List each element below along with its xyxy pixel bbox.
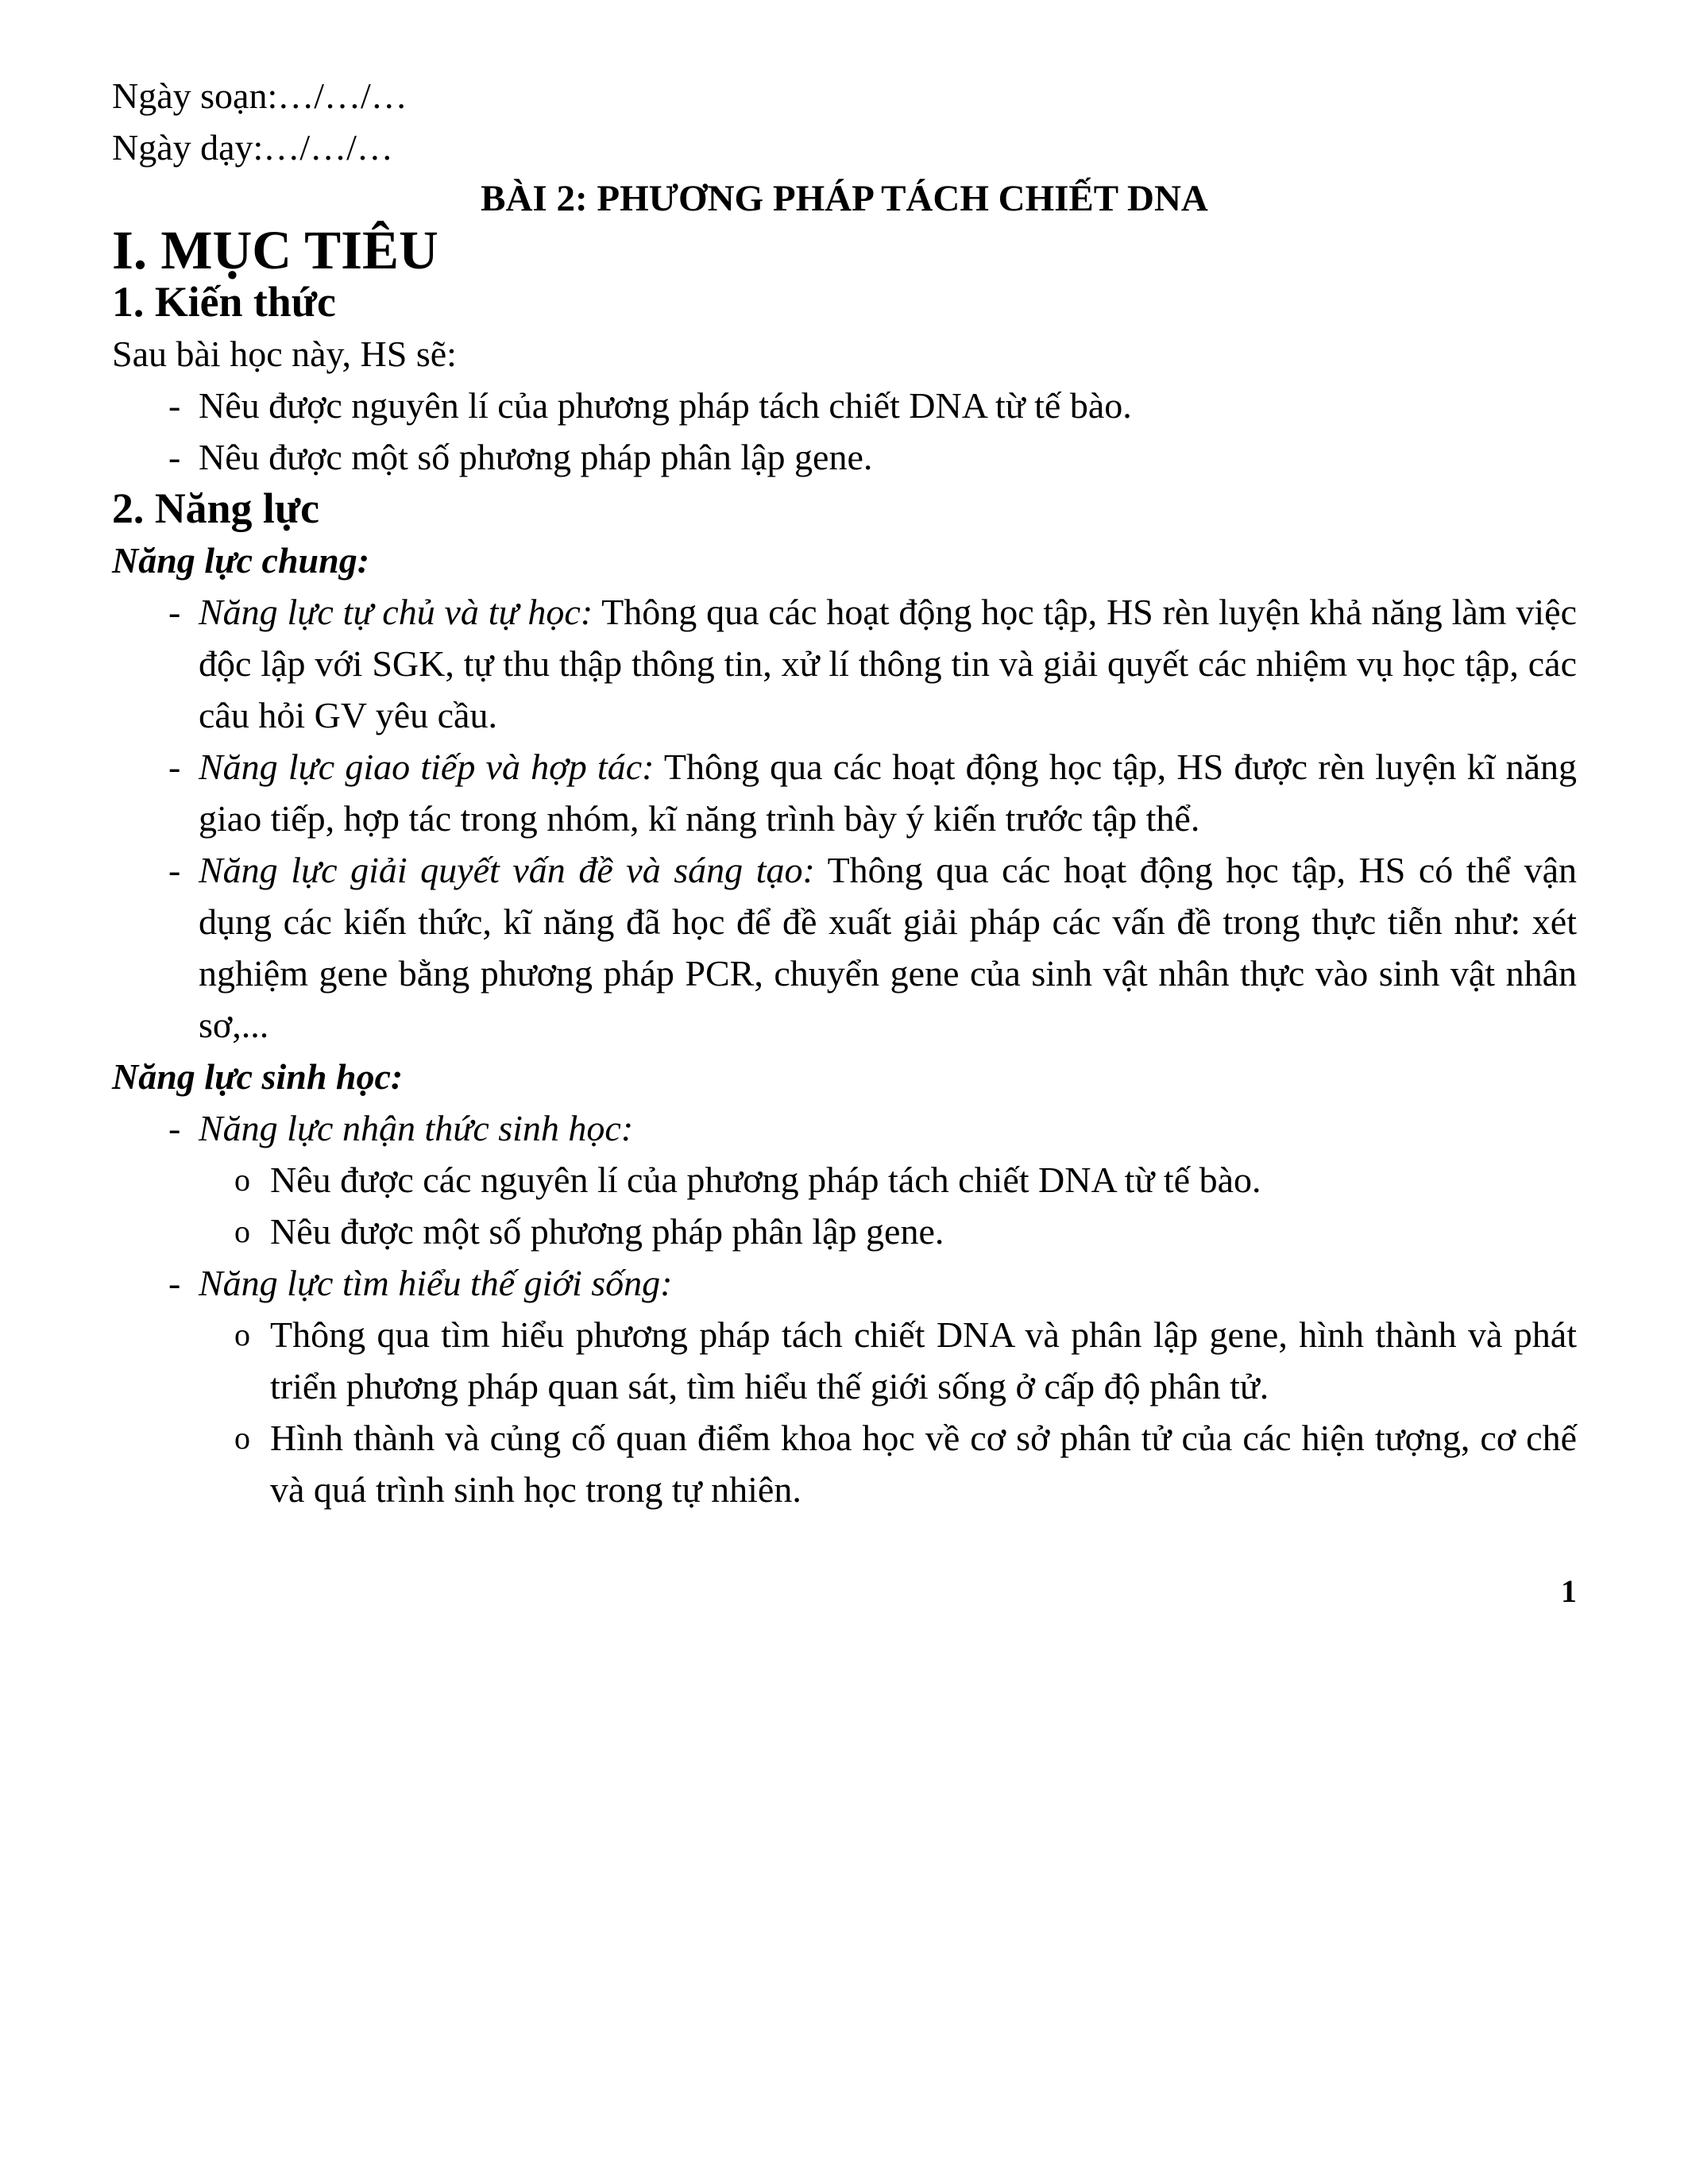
list-item-lead: Năng lực tự chủ và tự học: bbox=[199, 592, 593, 632]
sub-list-item-text: Hình thành và củng cố quan điểm khoa học về cơ sở phân tử của các hiện tượng, cơ chế và quá trình sinh học trong tự nhiên. bbox=[270, 1418, 1577, 1510]
list-item bbox=[112, 586, 1577, 741]
knowledge-list bbox=[112, 380, 1577, 483]
page-number: 1 bbox=[1561, 1573, 1577, 1609]
circle-bullet: o bbox=[234, 1317, 250, 1352]
list-item bbox=[112, 380, 1577, 431]
capacity-heading: 2. Năng lực bbox=[112, 484, 319, 532]
sub-list-item bbox=[112, 1206, 1577, 1257]
list-item-lead: Năng lực giải quyết vấn đề và sáng tạo: bbox=[199, 850, 815, 890]
dash-bullet: - bbox=[168, 747, 181, 787]
list-item-text: Thông qua các hoạt động học tập, HS được rèn luyện kĩ năng giao tiếp, hợp tác trong nhóm, kĩ năng trình bày ý kiến trước tập thể. bbox=[199, 747, 1578, 839]
list-item-text: Nêu được một số phương pháp phân lập gene. bbox=[199, 437, 873, 477]
sub-list-item bbox=[112, 1412, 1577, 1515]
capacity-biology-list-2 bbox=[112, 1257, 1577, 1309]
capacity-biology-list bbox=[112, 1102, 1577, 1154]
list-item-lead: Năng lực nhận thức sinh học: bbox=[199, 1108, 634, 1148]
list-item bbox=[112, 1257, 1577, 1309]
sub-list-item bbox=[112, 1309, 1577, 1412]
capacity-biology-heading: Năng lực sinh học: bbox=[112, 1056, 404, 1097]
list-item-text: Nêu được nguyên lí của phương pháp tách chiết DNA từ tế bào. bbox=[199, 385, 1132, 426]
sub-list-item-text: Nêu được các nguyên lí của phương pháp tách chiết DNA từ tế bào. bbox=[270, 1160, 1261, 1200]
date-composed-line: Ngày soạn:…/…/… bbox=[112, 75, 408, 116]
sub-list-item-text: Nêu được một số phương pháp phân lập gene. bbox=[270, 1211, 944, 1252]
sub-list-item-text: Thông qua tìm hiểu phương pháp tách chiết DNA và phân lập gene, hình thành và phát triển phương pháp quan sát, tìm hiểu thế giới sống ở cấp độ phân tử. bbox=[270, 1314, 1577, 1406]
capacity-general-list bbox=[112, 586, 1577, 1051]
circle-bullet: o bbox=[234, 1420, 250, 1456]
dash-bullet: - bbox=[168, 385, 181, 426]
dash-bullet: - bbox=[168, 592, 181, 632]
sub-list-item bbox=[112, 1154, 1577, 1206]
dash-bullet: - bbox=[168, 1263, 181, 1303]
dash-bullet: - bbox=[168, 850, 181, 890]
lesson-title: BÀI 2: PHƯƠNG PHÁP TÁCH CHIẾT DNA bbox=[481, 178, 1208, 219]
date-taught-line: Ngày dạy:…/…/… bbox=[112, 127, 393, 168]
section-objectives-heading: I. MỤC TIÊU bbox=[112, 220, 438, 280]
list-item bbox=[112, 741, 1577, 844]
list-item bbox=[112, 431, 1577, 483]
list-item-text: Thông qua các hoạt động học tập, HS có thể vận dụng các kiến thức, kĩ năng đã học để đề xuất giải pháp các vấn đề trong thực tiễn như: xét nghiệm gene bằng phương pháp PCR, chuyển gene của sinh vật nhân thực vào sinh vật nhân sơ,... bbox=[199, 850, 1578, 1045]
list-item-text: Thông qua các hoạt động học tập, HS rèn luyện khả năng làm việc độc lập với SGK, tự thu thập thông tin, xử lí thông tin và giải quyết các nhiệm vụ học tập, các câu hỏi GV yêu cầu. bbox=[199, 592, 1577, 735]
knowledge-heading: 1. Kiến thức bbox=[112, 278, 336, 326]
circle-bullet: o bbox=[234, 1214, 250, 1249]
list-item bbox=[112, 844, 1577, 1051]
circle-bullet: o bbox=[234, 1162, 250, 1198]
list-item-lead: Năng lực tìm hiểu thế giới sống: bbox=[199, 1263, 673, 1303]
capacity-biology-sublist-2 bbox=[112, 1309, 1577, 1515]
dash-bullet: - bbox=[168, 1108, 181, 1148]
list-item bbox=[112, 1102, 1577, 1154]
capacity-biology-sublist-1 bbox=[112, 1154, 1577, 1257]
knowledge-intro: Sau bài học này, HS sẽ: bbox=[112, 334, 457, 374]
list-item-lead: Năng lực giao tiếp và hợp tác: bbox=[199, 747, 655, 787]
dash-bullet: - bbox=[168, 437, 181, 477]
capacity-general-heading: Năng lực chung: bbox=[112, 540, 370, 581]
